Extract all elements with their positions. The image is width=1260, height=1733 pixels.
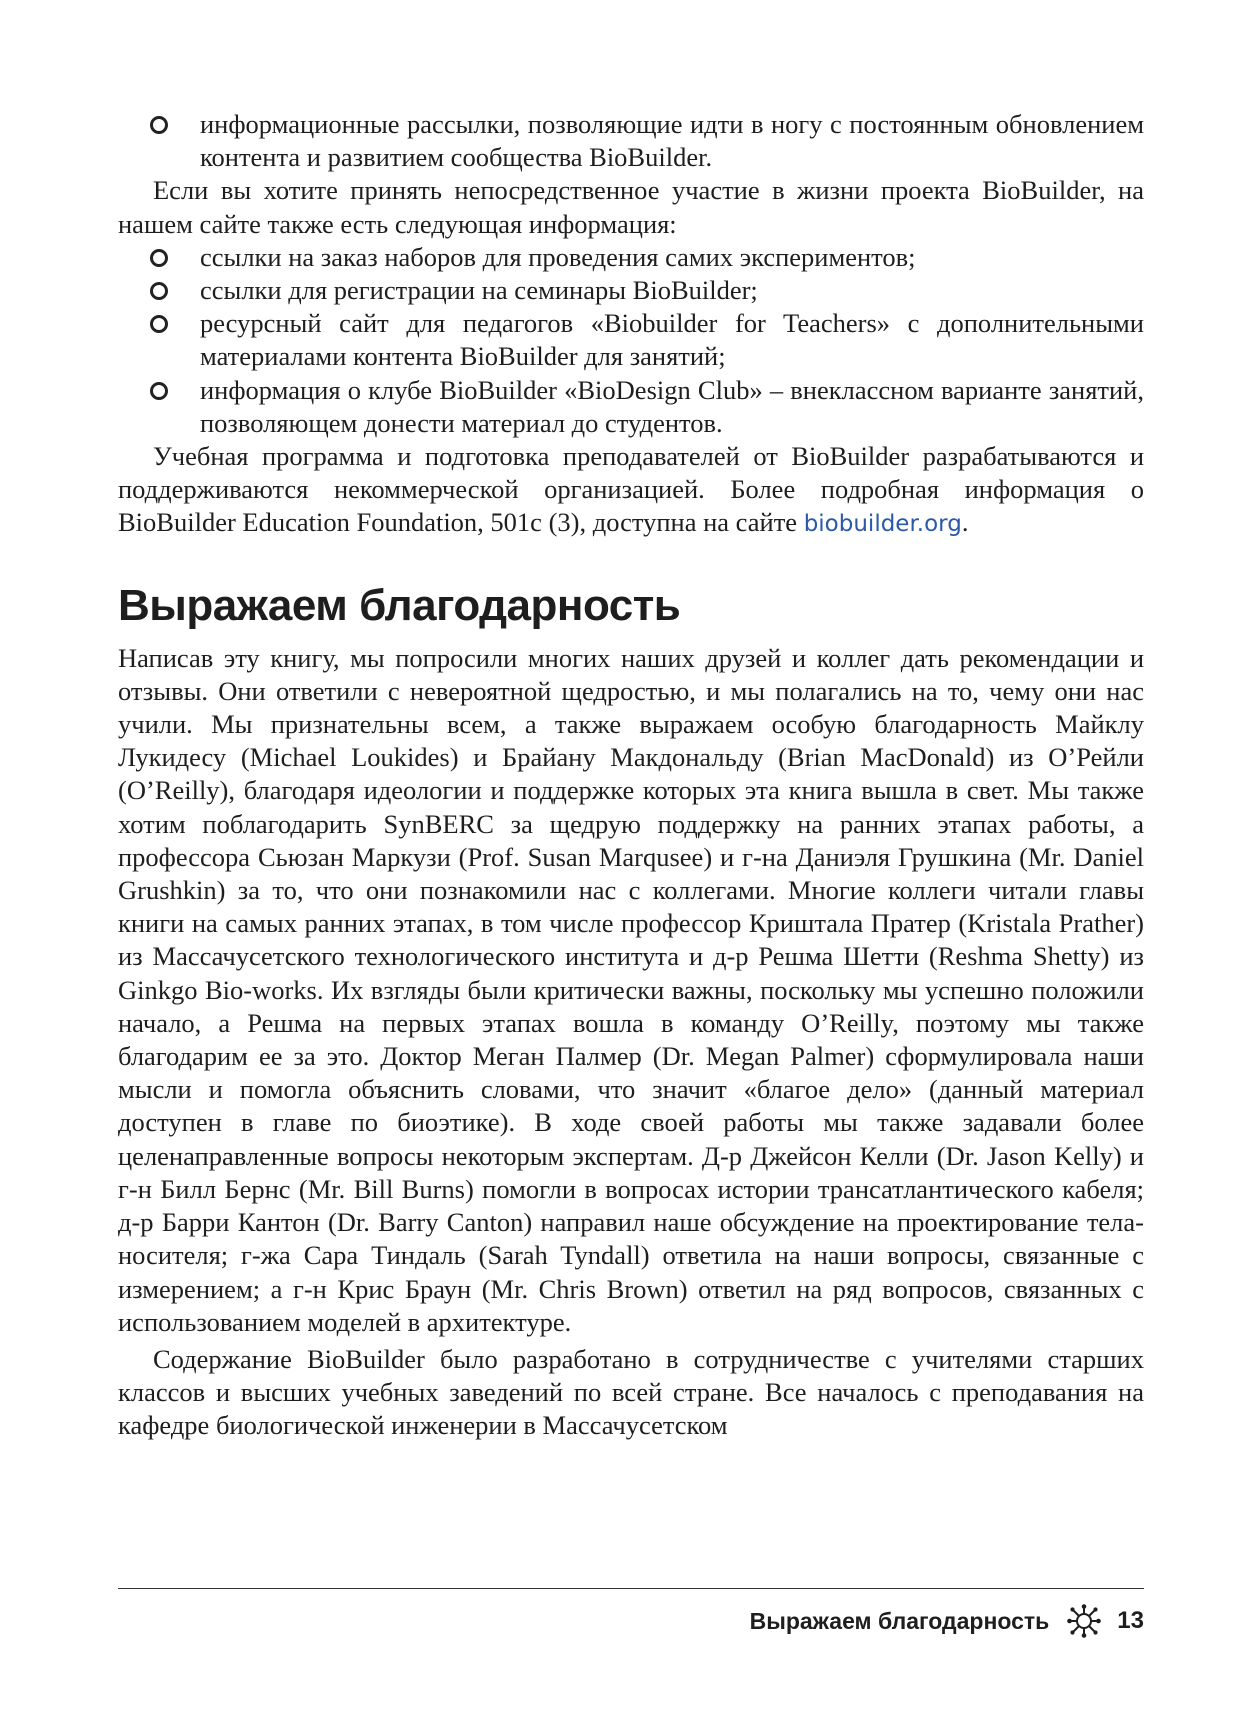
intro-bullet-list [118,108,1144,174]
participation-paragraph: Если вы хотите принять непосредственное участие в жизни проекта BioBuilder, на нашем сайте также есть следующая информация: [118,175,1144,239]
running-title: Выражаем благодарность [749,1607,1050,1634]
gear-circuit-icon [1067,1604,1101,1638]
bullet-circle-icon [150,382,168,400]
bullet-circle-icon [150,315,168,333]
list-item: ресурсный сайт для педагогов «Biobuilder for Teachers» с дополнительными материалами контента BioBuilder для занятий; [118,307,1144,373]
foundation-paragraph: Учебная программа и подготовка преподавателей от BioBuilder разрабатываются и поддерживаются некоммерческой организацией. Более подробная информация о BioBuilder Education Foundation, 501c (3), доступна на сайте biobuilder.org. [118,441,1144,538]
footer-divider [118,1588,1144,1589]
thanks-paragraph: Написав эту книгу, мы попросили многих наших друзей и коллег дать рекомендации и отзывы. Они ответили с невероятной щедростью, и мы полагались на то, чему они нас учили. Мы признательны всем, а также выражаем особую благодарность Майклу Лукидесу (Michael Loukides) и Брайану Макдональду (Brian MacDonald) из О’Рейли (O’Reilly), благодаря идеологии и поддержке которых эта книга вышла в свет. Мы также хотим поблагодарить SynBERC за щедрую поддержку на ранних этапах работы, а профессора Сьюзан Маркузи (Prof. Susan Marqusee) и г-на Даниэля Грушкина (Mr. Daniel Grushkin) за то, что они познакомили нас с коллегами. Многие коллеги читали главы книги на самых ранних этапах, в том числе профессор Криштала Пратер (Kristala Prather) из Массачусетского технологического института и д-р Решма Шетти (Reshma Shetty) из Ginkgo Bio-works. Их взгляды были критически важны, поскольку мы успешно положили начало, а Решма на первых этапах вошла в команду O’Reilly, поэтому мы также благодарим ее за это. Доктор Меган Палмер (Dr. Megan Palmer) сформулировала наши мысли и помогла объяснить словами, что значит «благое дело» (данный материал доступен в главе по биоэтике). В ходе своей работы мы также задавали более целенаправленные вопросы некоторым экспертам. Д-р Джейсон Келли (Dr. Jason Kelly) и г-н Билл Бернс (Mr. Bill Burns) помогли в вопросах истории трансатлантического кабеля; д-р Барри Кантон (Dr. Barry Canton) направил наше обсуждение на проектирование тела-носителя; г-жа Сара Тиндаль (Sarah Tyndall) ответила на наши вопросы, связанные с измерением; а г-н Крис Браун (Mr. Chris Brown) ответил на ряд вопросов, связанных с использованием моделей в архитектуре. [118,642,1144,1337]
biobuilder-link[interactable]: biobuilder.org [803,511,962,538]
list-item: ссылки для регистрации на семинары BioBuilder; [118,274,1144,307]
list-item: информационные рассылки, позволяющие идти в ногу с постоянным обновлением контента и развитием сообщества BioBuilder. [118,108,1144,174]
page-body [118,108,1144,1443]
list-item: ссылки на заказ наборов для проведения самих экспериментов; [118,241,1144,274]
page-footer [750,1604,1144,1638]
page-number: 13 [1117,1607,1144,1634]
content-paragraph: Содержание BioBuilder было разработано в сотрудничестве с учителями старших классов и высших учебных заведений по всей стране. Все началось с преподавания на кафедре биологической инженерии в Массачусетском [118,1343,1144,1441]
site-bullet-list [118,241,1144,440]
bullet-circle-icon [150,249,168,267]
list-item: информация о клубе BioBuilder «BioDesign Club» – внеклассном варианте занятий, позволяющем донести материал до студентов. [118,374,1144,440]
bullet-circle-icon [150,282,168,300]
bullet-circle-icon [150,116,168,134]
section-heading: Выражаем благодарность [118,580,681,630]
